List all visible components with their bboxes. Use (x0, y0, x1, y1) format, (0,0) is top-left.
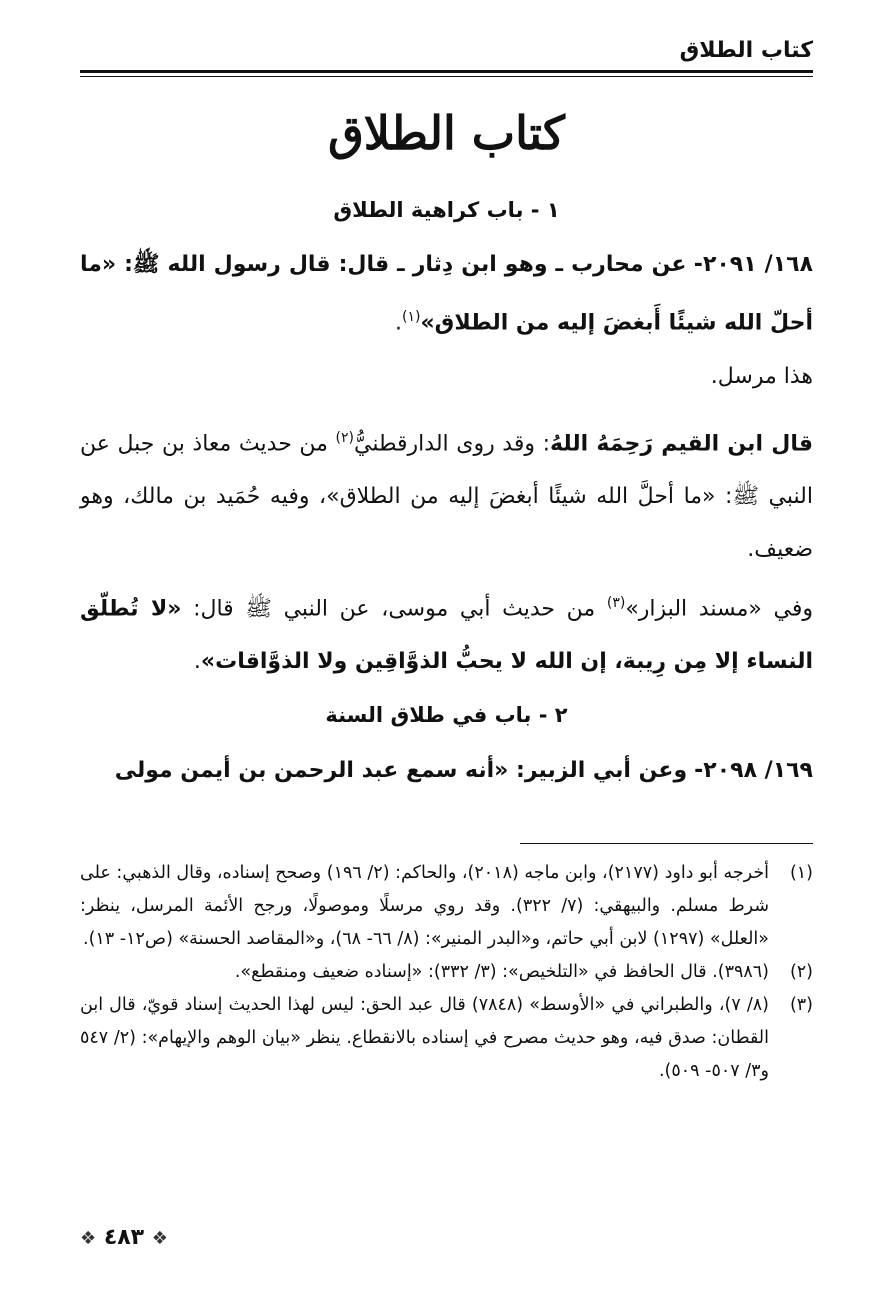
footnote-3 (80, 989, 813, 1088)
footnote-text: (٨/ ٧)، والطبراني في «الأوسط» (٧٨٤٨) قال عبد الحق: ليس لهذا الحديث إسناد قويّ، قال ابن القطان: صدق فيه، وهو حديث مصرح في إسناده بالانقطاع. ينظر «بيان الوهم والإيهام»: (٢/ ٥٤٧ و٣/ ٥٠٧- ٥٠٩). (80, 995, 769, 1081)
chapter-heading-1 (0, 198, 893, 222)
hadith-168 (80, 238, 813, 349)
hadith-169 (80, 744, 813, 797)
mursal-text: هذا مرسل. (710, 364, 813, 389)
footnote-number: (٣) (789, 995, 813, 1015)
footnotes (80, 857, 813, 1088)
bazzar-end: . (193, 649, 201, 675)
footnote-number: (٢) (789, 962, 813, 982)
bazzar-text-a: وفي «مسند البزار» (625, 596, 813, 622)
ibn-qayyim-paragraph (80, 412, 813, 576)
footnote-text: (٣٩٨٦). قال الحافظ في «التلخيص»: (٣/ ٣٣٢): «إسناده ضعيف ومنقطع». (234, 962, 769, 982)
chapter-heading-2 (0, 703, 893, 727)
chapter-label: باب في طلاق السنة (325, 703, 532, 727)
mursal-note (80, 350, 813, 403)
bazzar-quote: «لا تُطلّق النساء إلا مِن رِيبة، إن الله لا يحبُّ الذوَّاقِين ولا الذوَّاقات» (80, 596, 813, 675)
ibn-qayyim-text-a: : وقد روى الدارقطنيُّ (354, 431, 550, 457)
page-number: ٤٨٣ (103, 1225, 145, 1250)
ornament-icon: ❖ (151, 1228, 168, 1249)
book-title: كتاب الطلاق (328, 106, 565, 160)
header-rule-thin (80, 76, 813, 77)
footnote-1 (80, 857, 813, 956)
footnote-number: (١) (789, 863, 813, 883)
footnote-text: أخرجه أبو داود (٢١٧٧)، وابن ماجه (٢٠١٨)، والحاكم: (٢/ ١٩٦) وصحح إسناده، وقال الذهبي: على شرط مسلم. والبيهقي: (٧/ ٣٢٢). وقد روي مرسلًا وموصولًا، ورجح الأئمة المرسل، ينظر: «العلل» (١٢٩٧) لابن أبي حاتم، و«البدر المنير»: (٨/ ٦٦- ٦٨)، و«المقاصد الحسنة» (ص١٢- ١٣). (80, 863, 769, 949)
bazzar-paragraph (80, 577, 813, 688)
footnote-ref-2: (٢) (335, 430, 354, 446)
ornament-icon: ❖ (80, 1228, 97, 1249)
running-head: كتاب الطلاق (679, 38, 813, 63)
hadith-number: ١٦٩/ ٢٠٩٨- (694, 758, 813, 783)
hadith-text: عن محارب ـ وهو ابن دِثار ـ قال: قال رسول الله ﷺ: «ما أحلّ الله شيئًا أَبغضَ إليه من الطلاق» (80, 252, 813, 336)
chapter-label: باب كراهية الطلاق (333, 198, 524, 222)
header-rule-thick (80, 70, 813, 73)
footnote-ref-3: (٣) (606, 595, 626, 611)
page-number-block (80, 1225, 168, 1250)
bazzar-text-b: من حديث أبي موسى، عن النبي ﷺ قال: (181, 596, 596, 622)
hadith-number: ١٦٨/ ٢٠٩١- (693, 252, 814, 277)
chapter-number: ١ - (530, 198, 560, 222)
hadith-text: وعن أبي الزبير: «أنه سمع عبد الرحمن بن أيمن مولى (114, 758, 688, 783)
ibn-qayyim-name: قال ابن القيم رَحِمَهُ اللهُ (550, 431, 813, 457)
footnote-separator (520, 843, 813, 844)
footnote-ref-1: (١) (401, 309, 421, 325)
hadith-end: . (394, 310, 402, 336)
chapter-number: ٢ - (538, 703, 568, 727)
ibn-qayyim-text-b: من حديث معاذ بن جبل عن النبي ﷺ: «ما أحلَّ الله شيئًا أبغضَ إليه من الطلاق»، وفيه حُمَيد بن مالك، وهو ضعيف. (80, 431, 813, 563)
footnote-2 (80, 956, 813, 989)
